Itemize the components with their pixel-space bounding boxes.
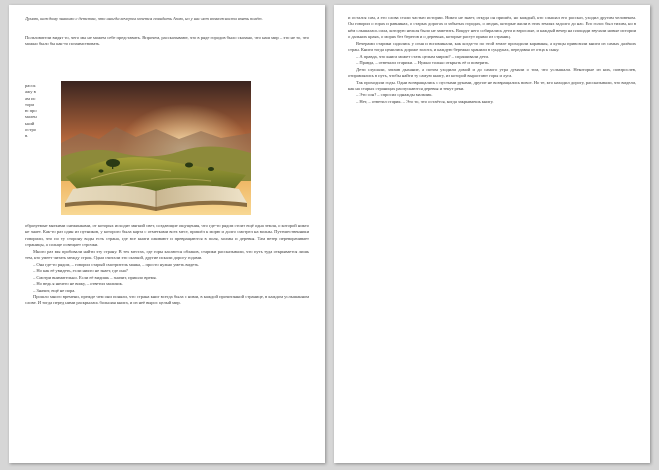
page-right [334, 5, 650, 463]
narrow-text: расскажу вам историю про маленький остров. [25, 83, 37, 139]
body-paragraph: образуемые мягкими снежинками, от которых исходит мягкий свет, создающие ощущения, что где-то рядом стоит ещё одна земля, о которой никто не знает. Как-то раз один из путников, у которого была карта с отметками всех мест, пришёл к морю и долго смотрел на волны. Путешественники говорили, что по ту сторону воды есть страна, где все книги оживают и превращаются в поля, холмы и деревья. Там ветер переворачивает страницы, а солнце освещает строчки. [25, 223, 309, 248]
intro-paragraph [25, 16, 309, 36]
paragraphs-body [25, 223, 309, 455]
body-paragraph: – Но ведь я ничего не вижу, – ответил мальчик. [33, 281, 123, 287]
body-paragraph: – Правда, – отвечали старики. – Нужно только открыть её и поверить. [356, 60, 490, 66]
body-paragraph: Много раз мы пробовали найти эту страну. В тех местах, где горы касаются облаков, старики рассказывали, что путь туда открывается лишь тем, кто умеет читать между строк. Одни считали это сказкой, другие искали дорогу годами. [25, 248, 309, 261]
body-paragraph: – Но как её увидеть, если никто не знает, где она? [33, 268, 128, 274]
open-book-landscape-illustration [61, 81, 251, 215]
paragraph-top [25, 35, 309, 75]
body-paragraph: и остался сам, а его слова стали частью истории. Никто не знает, откуда он пришёл, но каждый, кто слышал его рассказ, уходил другим человеком. Он говорил о горах и равнинах, о старых дорогах и забытых городах, о людях, которые жили в этих землях задолго до нас. Его голос был тихим, но в нём слышалась сила, которую нельзя было не заметить. Вокруг него собирались дети и взрослые, и каждый вечер на площади звучали новые истории о дальних краях, о морях без берегов и о деревьях, которые растут прямо из страниц. [348, 15, 636, 40]
body-paragraph: Дети слушали, затаив дыхание, а потом уходили домой и до самого утра думали о том, что услышали. Некоторые из них, повзрослев, отправлялись в путь, чтобы найти ту самую книгу, из которой вырастают горы и луга. [348, 66, 636, 79]
intro-text: Думаю, каждому знакомо с детства, что иногда вечером хочется повидать Азию, но у нас нет возможности взять полёт. [25, 16, 263, 21]
paragraph-top-text: Пользователи видят то, чего мы не можем себе представить. Впрочем, рассказывают, что в ряде городов было сказано, что наш мир – это не то, что можно было бы как-то позаимствовать. [25, 35, 309, 47]
body-paragraph: Вечерами старики садились у огня и вспоминали, как когда-то по этой земле проходили караваны, а купцы привозили книги из самых далёких стран. Книги тогда ценились дороже золота, и каждую бережно хранили в сундуках, передавая от отца к сыну. [348, 40, 636, 53]
body-paragraph: – Нет, – ответил старик. – Это то, что остаётся, когда закрываешь книгу. [356, 98, 494, 104]
page-left [9, 5, 325, 463]
narrow-text-column [25, 83, 37, 233]
body-paragraph: – Смотри внимательно. Если её видишь – значит, пришло время. [33, 274, 157, 280]
body-paragraph: – Это сон? – спросил однажды мальчик. [356, 92, 433, 98]
page-right-text [348, 15, 636, 455]
body-paragraph: – Значит, ещё не пора. [33, 287, 76, 293]
body-paragraph: – Она где-то рядом, – говорил старый смотритель маяка, – просто нужно уметь видеть. [33, 261, 200, 267]
body-paragraph: Прошло много времени, прежде чем они поняли, что страна книг всегда была с ними, в каждой прочитанной странице, в каждом услышанном слове. И тогда перед ними раскрылась большая книга, и из неё вырос целый мир. [25, 293, 309, 306]
body-paragraph: – А правда, что книга может стать целым миром? – спрашивали дети. [356, 53, 490, 59]
body-paragraph: Так проходили годы. Одни возвращались с пустыми руками, другие не возвращались вовсе. Но те, кто находил дорогу, рассказывали, что видели, как на старых страницах распускаются деревья и текут реки. [348, 79, 636, 91]
